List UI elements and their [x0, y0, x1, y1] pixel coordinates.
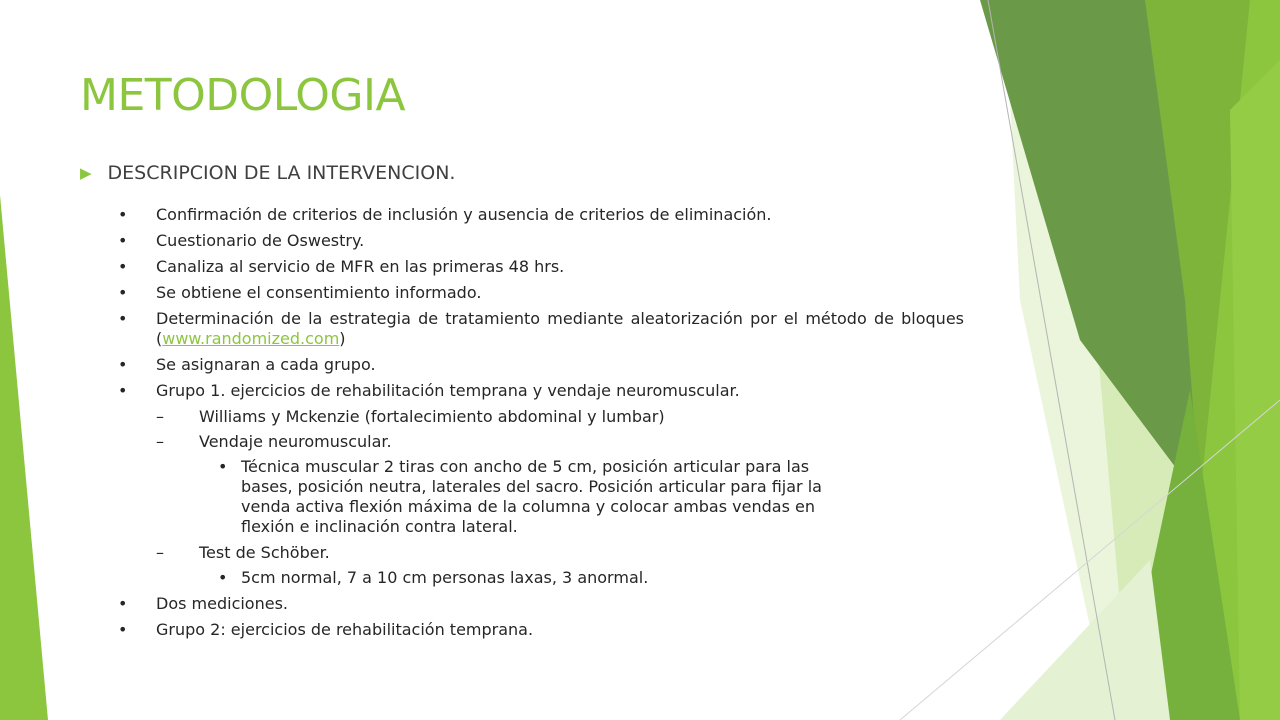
- list-item: • Cuestionario de Oswestry.: [116, 231, 964, 251]
- section-heading-text: DESCRIPCION DE LA INTERVENCION.: [107, 162, 456, 184]
- triangle-right-icon: ▶: [80, 164, 92, 182]
- list-item: • Se asignaran a cada grupo.: [116, 355, 964, 375]
- sub-item-vendaje: – Vendaje neuromuscular.: [116, 432, 964, 452]
- list-item-randomization: [116, 309, 964, 349]
- list-item-group-1: • Grupo 1. ejercicios de rehabilitación temprana y vendaje neuromuscular.: [116, 381, 964, 401]
- bullet-list: [116, 205, 964, 646]
- randomized-link[interactable]: www.randomized.com: [162, 329, 340, 348]
- sub-item-williams: – Williams y Mckenzie (fortalecimiento abdominal y lumbar): [116, 407, 964, 427]
- item-text-after-link: ): [339, 329, 346, 348]
- sub-item-schober: – Test de Schöber.: [116, 543, 964, 563]
- slide-title: METODOLOGIA: [80, 70, 406, 121]
- item-text-before-link: Determinación de la estrategia de tratamiento mediante aleatorización por el método de bloques (: [156, 309, 964, 348]
- list-item-group-2: • Grupo 2: ejercicios de rehabilitación temprana.: [116, 620, 964, 640]
- section-heading: [80, 162, 455, 184]
- sub-sub-item-measures: • 5cm normal, 7 a 10 cm personas laxas, 3 anormal.: [116, 568, 841, 588]
- list-item: • Canaliza al servicio de MFR en las primeras 48 hrs.: [116, 257, 964, 277]
- sub-sub-item-tecnica: • Técnica muscular 2 tiras con ancho de 5 cm, posición articular para las bases, posición neutra, laterales del sacro. Posición articular para fijar la venda activa flexión máxima de la columna y colocar ambas vendas en flexión e inclinación contra lateral.: [116, 457, 841, 537]
- list-item: • Confirmación de criterios de inclusión y ausencia de criterios de eliminación.: [116, 205, 964, 225]
- list-item: • Se obtiene el consentimiento informado.: [116, 283, 964, 303]
- list-item: • Dos mediciones.: [116, 594, 964, 614]
- left-green-triangle: [0, 195, 48, 720]
